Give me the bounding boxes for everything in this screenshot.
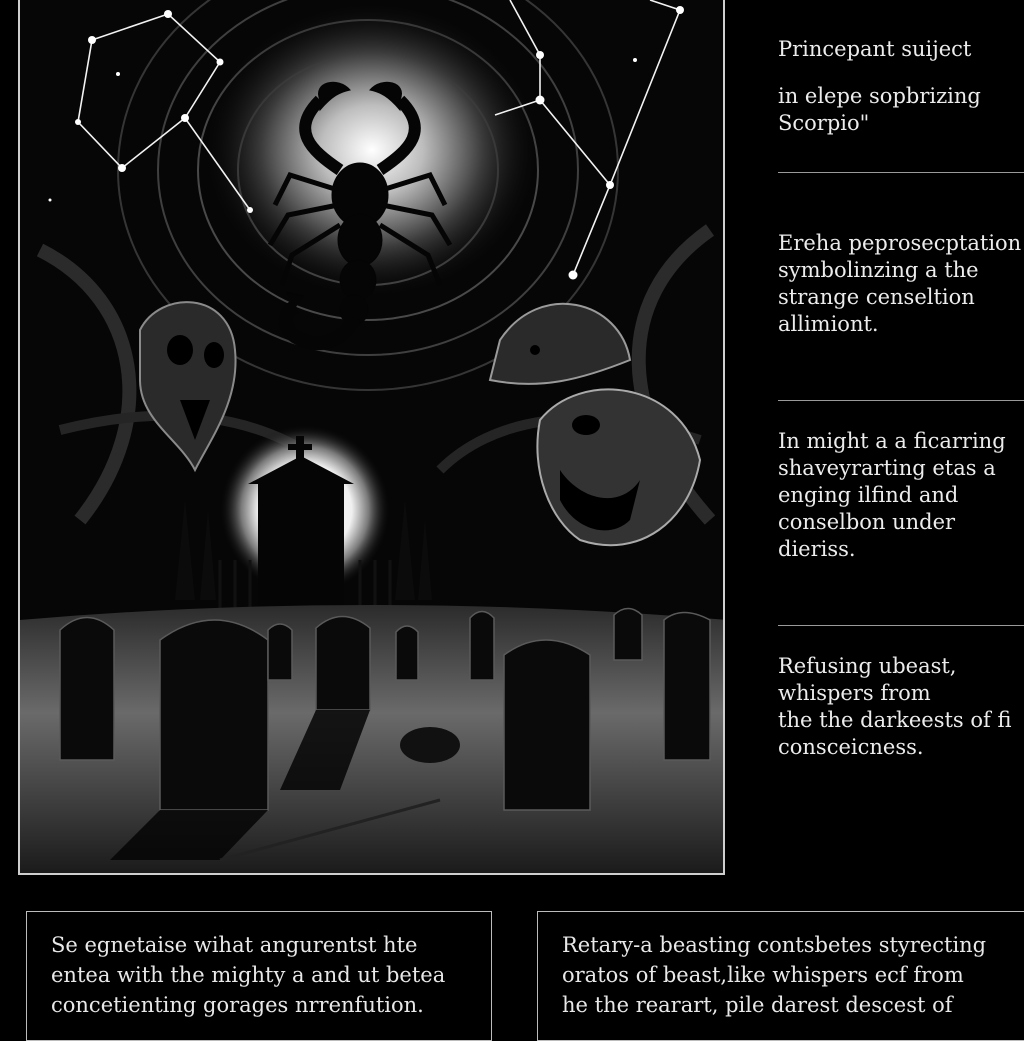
caption-line: strange censeltion — [778, 285, 975, 309]
caption-line: oratos of beast,like whispers ecf from — [562, 963, 964, 987]
caption-line: Ereha peprosecptation — [778, 231, 1022, 255]
divider — [778, 172, 1024, 173]
caption-line: Princepant suiject — [778, 37, 972, 61]
caption-block-4 — [778, 653, 1024, 761]
caption-block-1 — [778, 36, 1024, 137]
bottom-caption-right — [537, 911, 1024, 1041]
caption-line: Refusing ubeast, — [778, 654, 957, 678]
caption-line: whispers from — [778, 681, 931, 705]
caption-line: consceicness. — [778, 735, 924, 759]
caption-line: concetienting gorages nrrenfution. — [51, 993, 424, 1017]
caption-line: In might a a ficarring — [778, 429, 1006, 453]
caption-line: Se egnetaise wihat angurentst hte — [51, 933, 418, 957]
caption-line: he the rearart, pile darest descest of — [562, 993, 953, 1017]
caption-line: conselbon under — [778, 510, 956, 534]
caption-line: enging ilfind and — [778, 483, 959, 507]
caption-line: Scorpio" — [778, 111, 870, 135]
scorpio-graveyard-illustration — [18, 0, 725, 875]
caption-line: symbolinzing a the — [778, 258, 979, 282]
caption-line: in elepe sopbrizing — [778, 84, 981, 108]
illustration-artwork — [20, 0, 725, 875]
caption-line: the the darkeests of fi — [778, 708, 1012, 732]
dead-creature — [400, 727, 460, 763]
divider — [778, 625, 1024, 626]
caption-line: shaveyrarting etas a — [778, 456, 996, 480]
caption-line: entea with the mighty a and ut betea — [51, 963, 446, 987]
caption-line: allimiont. — [778, 312, 879, 336]
caption-block-3 — [778, 428, 1024, 563]
bottom-caption-left — [26, 911, 492, 1041]
caption-block-2 — [778, 230, 1024, 338]
caption-line: Retary-a beasting contsbetes styrecting — [562, 933, 987, 957]
divider — [778, 400, 1024, 401]
caption-line: dieriss. — [778, 537, 856, 561]
